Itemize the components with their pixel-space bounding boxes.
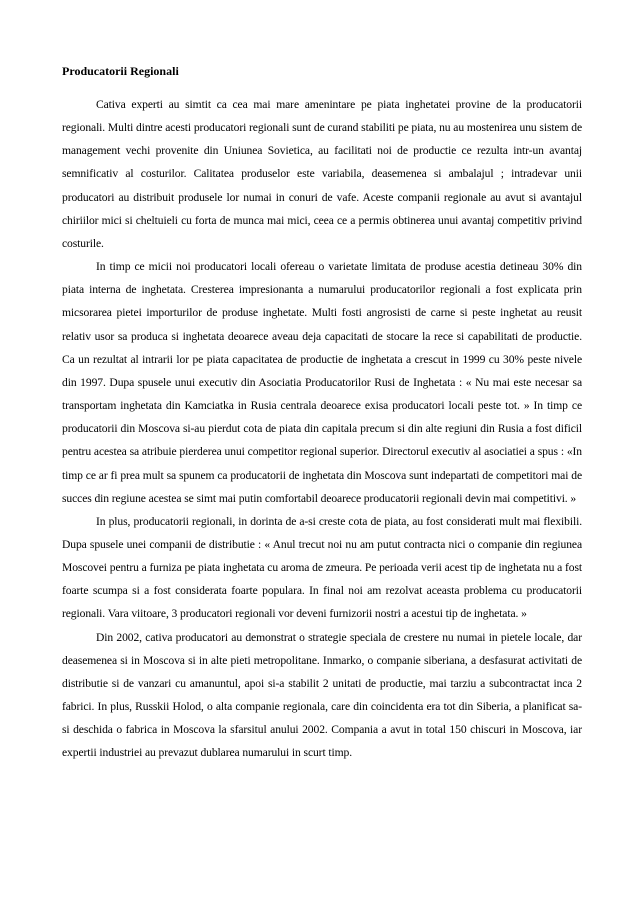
paragraph-2: In timp ce micii noi producatori locali ofereau o varietate limitata de produse acestia detineau 30% din piata interna de inghetata. Cresterea impresionanta a numarului producatorilor regionali a fost explicata prin micsorarea pietei importurilor de produse inghetate. Multi fosti angrosisti de carne si peste inghetat au reusit relativ usor sa produca si inghetata deoarece aveau deja capacitati de stocare la rece si capabilitati de productie. Ca un rezultat al intrarii lor pe piata capacitatea de productie de inghetata a crescut in 1999 cu 30% peste nivele din 1997. Dupa spusele unui executiv din Asociatia Producatorilor Rusi de Inghetata : « Nu mai este necesar sa transportam inghetata din Kamciatka in Rusia centrala deoarece exisa producatori locali peste tot. » In timp ce producatorii din Moscova si-au pierdut cota de piata din capitala precum si din alte regiuni din Rusia a fost dificil pentru acestea sa atribuie pierderea unui competitor regional superior. Directorul executiv al asociatiei a spus : «In timp ce ar fi prea mult sa spunem ca producatorii de inghetata din Moscova sunt indepartati de competitori mai de succes din regiune acestea se simt mai putin comfortabil deoarece producatorii regionali devin mai competitivi. » <box>62 260 582 505</box>
document-body <box>62 93 582 765</box>
paragraph-3: In plus, producatorii regionali, in dorinta de a-si creste cota de piata, au fost considerati mult mai flexibili. Dupa spusele unei companii de distributie : « Anul trecut noi nu am putut contracta nici o companie din regiunea Moscovei pentru a furniza pe piata inghetata cu aroma de zmeura. Pe perioada verii acest tip de inghetata nu a fost foarte scumpa si a fost considerata foarte populara. In final noi am rezolvat aceasta problema cu producatorii regionali. Vara viitoare, 3 producatori regionali vor deveni furnizorii nostri a acestui tip de inghetata. » <box>62 514 582 621</box>
document-title: Producatorii Regionali <box>62 64 179 78</box>
paragraph-4: Din 2002, cativa producatori au demonstrat o strategie speciala de crestere nu numai in pietele locale, dar deasemenea si in Moscova si in alte pieti metropolitane. Inmarko, o companie siberiana, a desfasurat activitati de distributie si de vanzari cu amanuntul, apoi si-a stabilit 2 unitati de productie, mai tarziu a subcontractat inca 2 fabrici. In plus, Russkii Holod, o alta companie regionala, care din coincidenta era tot din Siberia, a planificat sa-si deschida o fabrica in Moscova la sfarsitul anului 2002. Compania a avut in total 150 chiscuri in Moscova, iar expertii industriei au prevazut dublarea numarului in scurt timp. <box>62 630 582 760</box>
paragraph-1: Cativa experti au simtit ca cea mai mare amenintare pe piata inghetatei provine de la producatorii regionali. Multi dintre acesti producatori regionali sunt de curand stabiliti pe piata, nu au mostenirea unu sistem de management vechi provenite din Uniunea Sovietica, au facilitati noi de productie ce rezulta intr-un avantaj semnificativ al costurilor. Calitatea produselor este variabila, deasemenea si ambalajul ; intradevar unii producatori au distribuit produsele lor numai in conuri de vafe. Aceste companii regionale au avut si avantajul chiriilor mici si cheltuieli cu forta de munca mai mici, ceea ce a permis obtinerea unui avantaj competitiv privind costurile. <box>62 98 582 250</box>
